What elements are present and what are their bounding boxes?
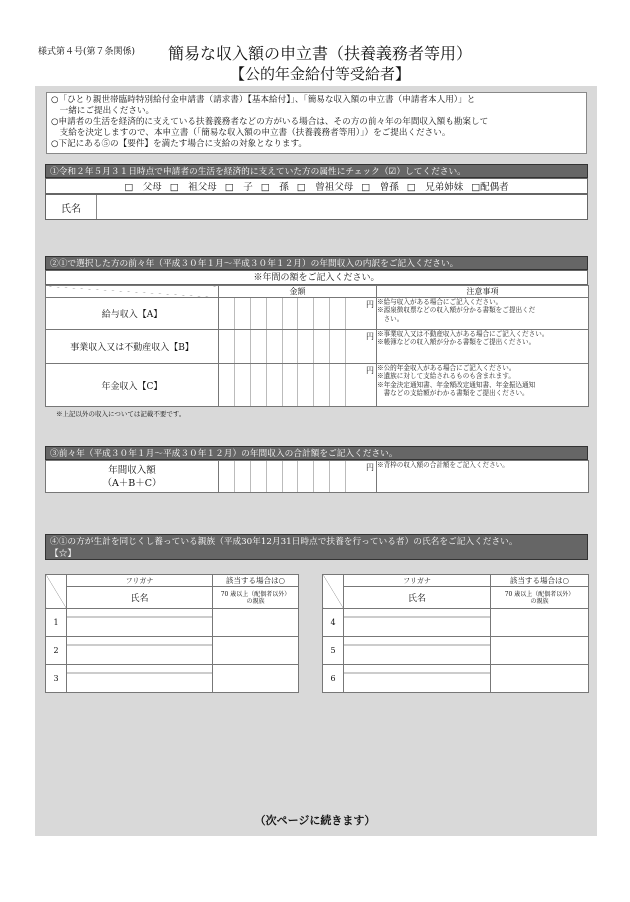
name-input[interactable] — [97, 195, 587, 219]
applicable-input[interactable] — [213, 665, 299, 693]
family-name-input[interactable] — [344, 665, 491, 693]
relation-option[interactable]: □ 兄弟姉妹 — [406, 182, 464, 193]
section2-heading: ②①で選択した方の前々年（平成３０年１月～平成３０年１２月）の年間収入の内訳をご記入ください。 — [45, 256, 588, 270]
row-number: 6 — [323, 665, 344, 693]
relation-option[interactable]: □ 孫 — [260, 182, 289, 193]
applicable-input[interactable] — [491, 665, 589, 693]
family-name-input[interactable] — [344, 609, 491, 637]
section1-heading: ①令和２年５月３１日時点で申請者の生活を経済的に支えていた方の属性にチェック（☑）してください。 — [45, 164, 588, 178]
section2-instruction: ※年間の額をご記入ください。 — [45, 270, 588, 285]
section2-footnote: ※上記以外の収入については記載不要です。 — [56, 410, 186, 418]
family-name-input[interactable] — [67, 637, 213, 665]
row-notes: ※公的年金収入がある場合にご記入ください。 ※遺族に対して支給されるものも含まれます。 ※年金決定通知書、年金額改定通知書、年金振込通知 書などの支給額がわかる書類をご提出ください。 — [377, 364, 589, 407]
family-name-input[interactable] — [67, 609, 213, 637]
yen-label: 円 — [366, 332, 374, 341]
col-amount: 金額 — [219, 286, 377, 298]
family-name-input[interactable] — [67, 665, 213, 693]
relation-option[interactable]: □ 曾孫 — [361, 182, 399, 193]
row-number: 4 — [323, 609, 344, 637]
continue-note: （次ページに続きます） — [254, 814, 376, 827]
intro-line: ○下記にある⑤の【要件】を満たす場合に支給の対象となります。 — [51, 139, 308, 149]
corner-cell — [323, 575, 344, 609]
yen-label: 円 — [366, 463, 374, 472]
age-note: 70 歳以上（配偶者以外） の親族 — [213, 587, 299, 609]
row-number: 5 — [323, 637, 344, 665]
intro-line: ○申請者の生活を経済的に支えている扶養義務者などの方がいる場合は、その方の前々年の年間収入額も勘案して — [51, 117, 489, 127]
total-table — [45, 460, 589, 493]
family-table-right — [322, 574, 589, 693]
row-number: 3 — [46, 665, 67, 693]
relation-option[interactable]: □ 祖父母 — [169, 182, 217, 193]
corner-cell — [46, 286, 219, 298]
relation-option[interactable]: □ 父母 — [124, 182, 162, 193]
amount-input[interactable] — [219, 364, 377, 407]
intro-box — [46, 92, 587, 154]
corner-cell — [46, 575, 67, 609]
relation-option[interactable]: □ 子 — [224, 182, 253, 193]
intro-line: ○「ひとり親世帯臨時特別給付金申請書（請求書）【基本給付】」、「簡易な収入額の申立書（申請者本人用）」と — [51, 95, 476, 105]
document-title — [150, 44, 490, 84]
section3-heading: ③前々年（平成３０年１月～平成３０年１２月）の年間収入の合計額をご記入ください。 — [45, 446, 588, 460]
row-notes: ※事業収入又は不動産収入がある場合にご記入ください。 ※帳簿などの収入額が分かる書類をご提出ください。 — [377, 330, 589, 364]
amount-input[interactable] — [219, 330, 377, 364]
total-note: ※背枠の収入額の合計額をご記入ください。 — [377, 461, 589, 493]
row-number: 2 — [46, 637, 67, 665]
col-notes: 注意事項 — [377, 286, 589, 298]
row-notes: ※給与収入がある場合にご記入ください。 ※源泉徴収票などの収入額が分かる書類をご提出くだ さい。 — [377, 298, 589, 330]
applicable-input[interactable] — [213, 609, 299, 637]
form-number: 様式第４号(第７条関係) — [38, 47, 136, 57]
total-amount-input[interactable] — [219, 461, 377, 493]
family-table-left — [45, 574, 299, 693]
total-label: 年間収入額 （A＋B＋C） — [46, 461, 219, 493]
furigana-header: フリガナ — [344, 575, 491, 587]
row-label: 事業収入又は不動産収入【B】 — [46, 330, 219, 364]
relation-option[interactable]: □ 曾祖父母 — [296, 182, 354, 193]
family-name-input[interactable] — [344, 637, 491, 665]
furigana-header: フリガナ — [67, 575, 213, 587]
section4-heading: ④①の方が生計を同じくし養っている親族（平成30年12月31日時点で扶養を行っている者）の氏名をご記入ください。 【☆】 — [45, 534, 588, 560]
amount-input[interactable] — [219, 298, 377, 330]
applicable-input[interactable] — [491, 637, 589, 665]
applicable-input[interactable] — [213, 637, 299, 665]
name-label: 氏名 — [46, 195, 97, 219]
applicable-input[interactable] — [491, 609, 589, 637]
applicable-header: 該当する場合は○ — [213, 575, 299, 587]
title-subtitle: 【公的年金給付等受給者】 — [229, 65, 410, 83]
name-header: 氏名 — [344, 587, 491, 609]
yen-label: 円 — [366, 366, 374, 375]
row-label: 年金収入【C】 — [46, 364, 219, 407]
name-header: 氏名 — [67, 587, 213, 609]
relation-option[interactable]: □配偶者 — [471, 182, 509, 193]
intro-line: 支給を決定しますので、本申立書（「簡易な収入額の申立書（扶養義務者等用）」）をご提出ください。 — [51, 128, 451, 138]
applicable-header: 該当する場合は○ — [491, 575, 589, 587]
row-number: 1 — [46, 609, 67, 637]
name-row — [45, 194, 588, 220]
yen-label: 円 — [366, 300, 374, 309]
row-label: 給与収入【A】 — [46, 298, 219, 330]
intro-line: 一緒にご提出ください。 — [51, 106, 155, 116]
age-note: 70 歳以上（配偶者以外） の親族 — [491, 587, 589, 609]
income-table — [45, 285, 589, 407]
relation-checkboxes[interactable] — [45, 178, 588, 194]
title-main: 簡易な収入額の申立書（扶養義務者等用） — [167, 44, 472, 63]
